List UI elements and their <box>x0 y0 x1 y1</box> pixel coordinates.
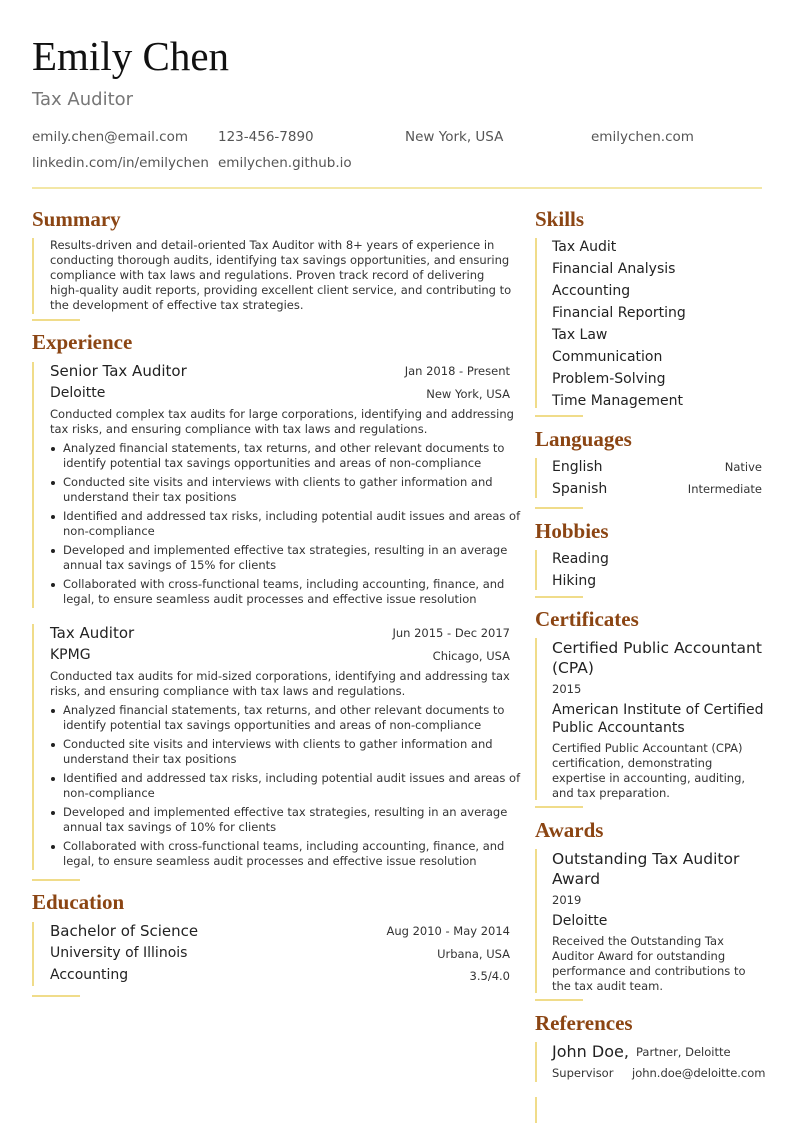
skill-item: Tax Law <box>552 327 608 343</box>
education-school: University of Illinois <box>50 945 188 961</box>
skill-item: Financial Analysis <box>552 261 676 277</box>
education-accent-bar <box>32 922 34 986</box>
job-company: KPMG <box>50 647 91 663</box>
job-bullet: Analyzed financial statements, tax returns, and other relevant documents to identify potential tax savings opportunities and areas of non-compliance <box>63 703 505 732</box>
language-level: Native <box>724 460 762 474</box>
reference-name: John Doe, <box>552 1042 629 1061</box>
job-description-line: tax risks, and ensuring compliance with tax laws and regulations. <box>50 422 428 436</box>
job-title: Tax Auditor <box>32 89 134 110</box>
education-dates: Aug 2010 - May 2014 <box>386 924 510 938</box>
certificate-name: Certified Public Accountant (CPA) <box>552 639 762 677</box>
summary-heading: Summary <box>32 207 121 231</box>
summary-line: compliance with tax laws and regulations. Proven track record of delivering <box>50 268 485 282</box>
certificates-accent-bar <box>535 638 537 800</box>
summary-end-rule <box>32 319 80 321</box>
awards-accent-bar <box>535 849 537 993</box>
hobby-item: Hiking <box>552 573 597 589</box>
language-name: Spanish <box>552 481 608 497</box>
languages-accent-bar <box>535 458 537 498</box>
job-bullet: Conducted site visits and interviews with clients to gather information and understand their tax positions <box>63 737 493 766</box>
summary-line: high-quality audit reports, providing excellent client service, and contributing to <box>50 283 512 297</box>
job-dates: Jan 2018 - Present <box>404 364 510 378</box>
hobby-item: Reading <box>552 551 609 567</box>
hobbies-accent-bar <box>535 550 537 590</box>
award-year: 2019 <box>552 893 582 907</box>
summary-line: the development of effective tax strategies. <box>50 298 304 312</box>
skill-item: Communication <box>552 349 663 365</box>
header-divider <box>32 187 762 189</box>
languages-heading: Languages <box>535 427 632 451</box>
contact-linkedin[interactable]: linkedin.com/in/emilychen <box>32 155 209 171</box>
summary-line: conducting thorough audits, identifying tax savings opportunities, and ensuring <box>50 253 510 267</box>
language-name: English <box>552 459 603 475</box>
education-end-rule <box>32 995 80 997</box>
education-heading: Education <box>32 890 125 914</box>
certificate-year: 2015 <box>552 682 582 696</box>
languages-end-rule <box>535 507 583 509</box>
contact-phone[interactable]: 123-456-7890 <box>218 129 314 145</box>
education-location: Urbana, USA <box>437 947 510 961</box>
education-degree: Bachelor of Science <box>50 922 199 940</box>
contact-location: New York, USA <box>405 129 504 145</box>
job-bullet: Identified and addressed tax risks, including potential audit issues and areas of non-compliance <box>63 509 521 538</box>
skill-item: Tax Audit <box>552 239 617 255</box>
job-company: Deloitte <box>50 385 106 401</box>
skill-item: Problem-Solving <box>552 371 666 387</box>
summary-accent-bar <box>32 238 34 314</box>
contact-github[interactable]: emilychen.github.io <box>218 155 352 171</box>
experience-heading: Experience <box>32 330 133 354</box>
education-field: Accounting <box>50 967 129 983</box>
page-continuation-bar <box>535 1097 537 1123</box>
certificates-end-rule <box>535 806 583 808</box>
skills-end-rule <box>535 415 583 417</box>
skills-accent-bar <box>535 238 537 408</box>
awards-heading: Awards <box>535 818 604 842</box>
job-bullet: Analyzed financial statements, tax returns, and other relevant documents to identify potential tax savings opportunities and areas of non-compliance <box>63 441 505 470</box>
job-description-line: risks, and ensuring compliance with tax laws and regulations. <box>50 684 406 698</box>
job-location: New York, USA <box>426 387 510 401</box>
skill-item: Accounting <box>552 283 631 299</box>
job-bullet: Collaborated with cross-functional teams, including accounting, finance, and legal, to ensure seamless audit processes and effective issue resolution <box>63 577 505 606</box>
summary-line: Results-driven and detail-oriented Tax Auditor with 8+ years of experience in <box>50 238 495 252</box>
certificates-heading: Certificates <box>535 607 639 631</box>
hobbies-end-rule <box>535 596 583 598</box>
award-description: Received the Outstanding Tax Auditor Award for outstanding performance and contributions to the tax audit team. <box>552 934 746 993</box>
language-level: Intermediate <box>687 482 762 496</box>
job-dates: Jun 2015 - Dec 2017 <box>392 626 510 640</box>
skill-item: Time Management <box>552 393 683 409</box>
skills-heading: Skills <box>535 207 585 231</box>
job-accent-bar <box>32 624 34 870</box>
job-bullet: Conducted site visits and interviews with clients to gather information and understand their tax positions <box>63 475 493 504</box>
contact-website[interactable]: emilychen.com <box>591 129 694 145</box>
job-bullet: Identified and addressed tax risks, including potential audit issues and areas of non-compliance <box>63 771 521 800</box>
experience-end-rule <box>32 879 80 881</box>
skill-item: Financial Reporting <box>552 305 686 321</box>
contact-email[interactable]: emily.chen@email.com <box>32 129 189 145</box>
award-issuer: Deloitte <box>552 913 608 929</box>
hobbies-heading: Hobbies <box>535 519 609 543</box>
education-gpa: 3.5/4.0 <box>469 969 510 983</box>
award-name: Outstanding Tax Auditor Award <box>552 850 740 888</box>
references-accent-bar <box>535 1042 537 1082</box>
job-description-line: Conducted tax audits for mid-sized corporations, identifying and addressing tax <box>50 669 510 683</box>
reference-relation: Supervisor <box>552 1066 614 1080</box>
reference-position: Partner, Deloitte <box>636 1045 731 1059</box>
job-bullet: Collaborated with cross-functional teams, including accounting, finance, and legal, to ensure seamless audit processes and effective issue resolution <box>63 839 505 868</box>
job-description-line: Conducted complex tax audits for large corporations, identifying and addressing <box>50 407 514 421</box>
reference-email[interactable]: john.doe@deloitte.com <box>632 1066 766 1080</box>
job-title: Tax Auditor <box>50 624 135 642</box>
awards-end-rule <box>535 999 583 1001</box>
candidate-name: Emily Chen <box>32 33 230 79</box>
job-title: Senior Tax Auditor <box>50 362 187 380</box>
job-bullet: Developed and implemented effective tax strategies, resulting in an average annual tax savings of 15% for clients <box>63 543 508 572</box>
certificate-description: Certified Public Accountant (CPA) certification, demonstrating expertise in accounting, auditing, and tax preparation. <box>552 741 746 800</box>
references-heading: References <box>535 1011 633 1035</box>
certificate-issuer: American Institute of Certified Public Accountants <box>552 702 764 736</box>
job-bullet: Developed and implemented effective tax strategies, resulting in an average annual tax savings of 10% for clients <box>63 805 508 834</box>
job-location: Chicago, USA <box>432 649 510 663</box>
job-accent-bar <box>32 362 34 608</box>
